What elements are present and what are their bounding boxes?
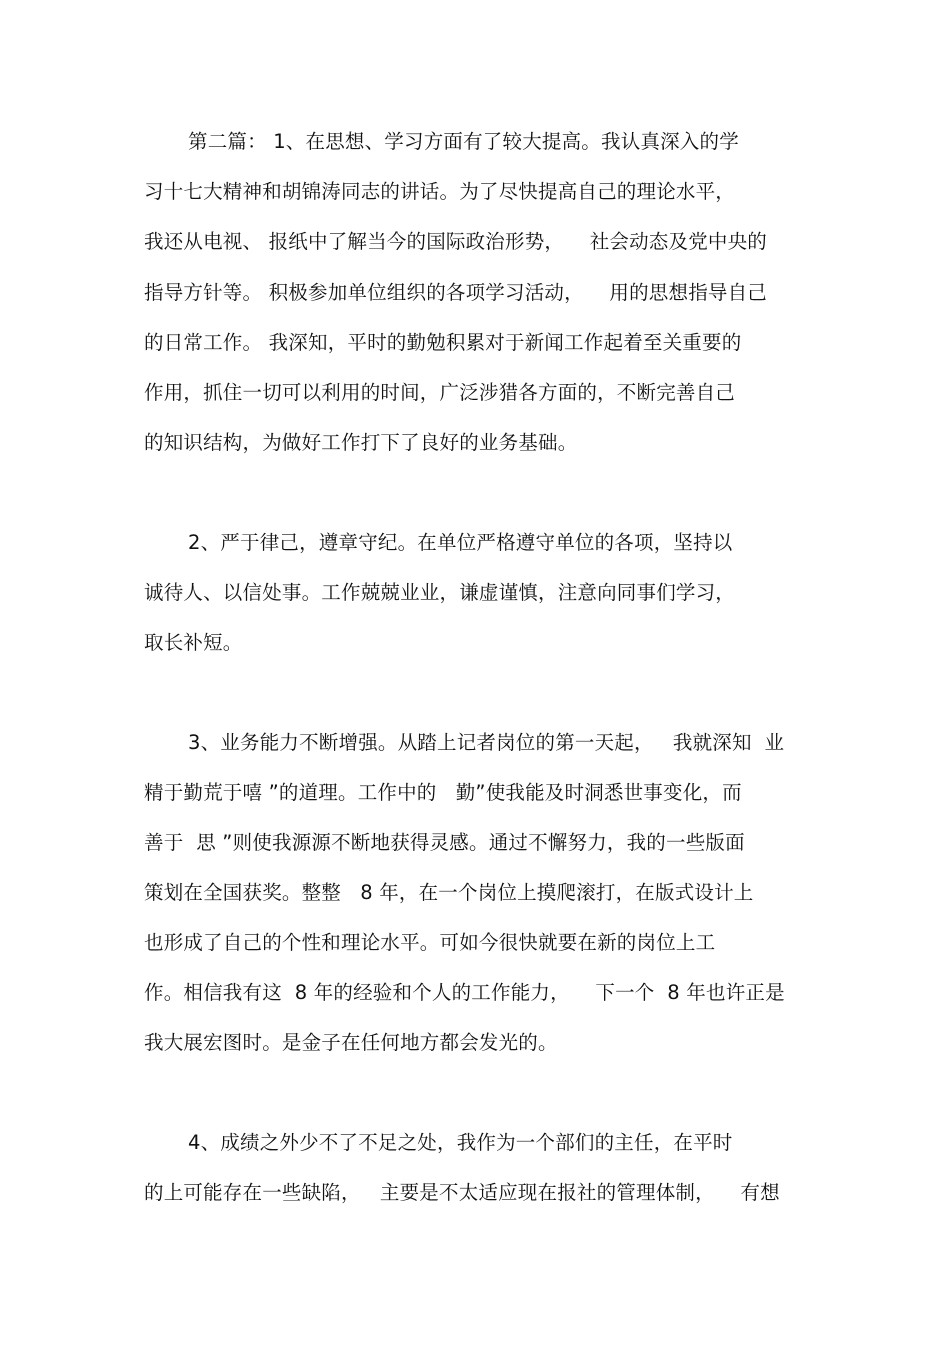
paragraph-3-line-4: 策划在全国获奖。整整 8 年，在一个岗位上摸爬滚打，在版式设计上 bbox=[144, 881, 754, 904]
paragraph-1-line-3: 我还从电视、 报纸中了解当今的国际政治形势， 社会动态及党中央的 bbox=[144, 230, 767, 253]
paragraph-2-line-1: 2、严于律己，遵章守纪。在单位严格遵守单位的各项，坚持以 bbox=[188, 531, 733, 554]
paragraph-4-line-1: 4、成绩之外少不了不足之处，我作为一个部们的主任，在平时 bbox=[188, 1131, 733, 1154]
paragraph-1-line-1: 第二篇： 1、在思想、学习方面有了较大提高。我认真深入的学 bbox=[188, 130, 739, 153]
paragraph-2-line-2: 诚待人、以信处事。工作兢兢业业，谦虚谨慎，注意向同事们学习， bbox=[144, 581, 736, 604]
paragraph-1-line-2: 习十七大精神和胡锦涛同志的讲话。为了尽快提高自己的理论水平， bbox=[144, 180, 736, 203]
paragraph-3-line-7: 我大展宏图时。是金子在任何地方都会发光的。 bbox=[144, 1031, 558, 1054]
paragraph-4-line-2: 的上可能存在一些缺陷， 主要是不太适应现在报社的管理体制， 有想 bbox=[144, 1181, 780, 1204]
paragraph-3-line-3: 善于 思 ”则使我源源不断地获得灵感。通过不懈努力，我的一些版面 bbox=[144, 831, 745, 854]
paragraph-3-line-2: 精于勤荒于嘻 ”的道理。工作中的 勤”使我能及时洞悉世事变化，而 bbox=[144, 781, 742, 804]
paragraph-1-line-4: 指导方针等。 积极参加单位组织的各项学习活动， 用的思想指导自己 bbox=[144, 281, 767, 304]
paragraph-2-line-3: 取长补短。 bbox=[144, 631, 243, 654]
paragraph-1-line-5: 的日常工作。 我深知，平时的勤勉积累对于新闻工作起着至关重要的 bbox=[144, 331, 742, 354]
paragraph-1-line-7: 的知识结构，为做好工作打下了良好的业务基础。 bbox=[144, 431, 578, 454]
paragraph-1-line-6: 作用，抓住一切可以利用的时间，广泛涉猎各方面的，不断完善自己 bbox=[144, 381, 736, 404]
paragraph-3-line-1: 3、业务能力不断增强。从踏上记者岗位的第一天起， 我就深知 业 bbox=[188, 731, 785, 754]
paragraph-3-line-5: 也形成了自己的个性和理论水平。可如今很快就要在新的岗位上工 bbox=[144, 931, 716, 954]
paragraph-3-line-6: 作。相信我有这 8 年的经验和个人的工作能力， 下一个 8 年也许正是 bbox=[144, 981, 785, 1004]
